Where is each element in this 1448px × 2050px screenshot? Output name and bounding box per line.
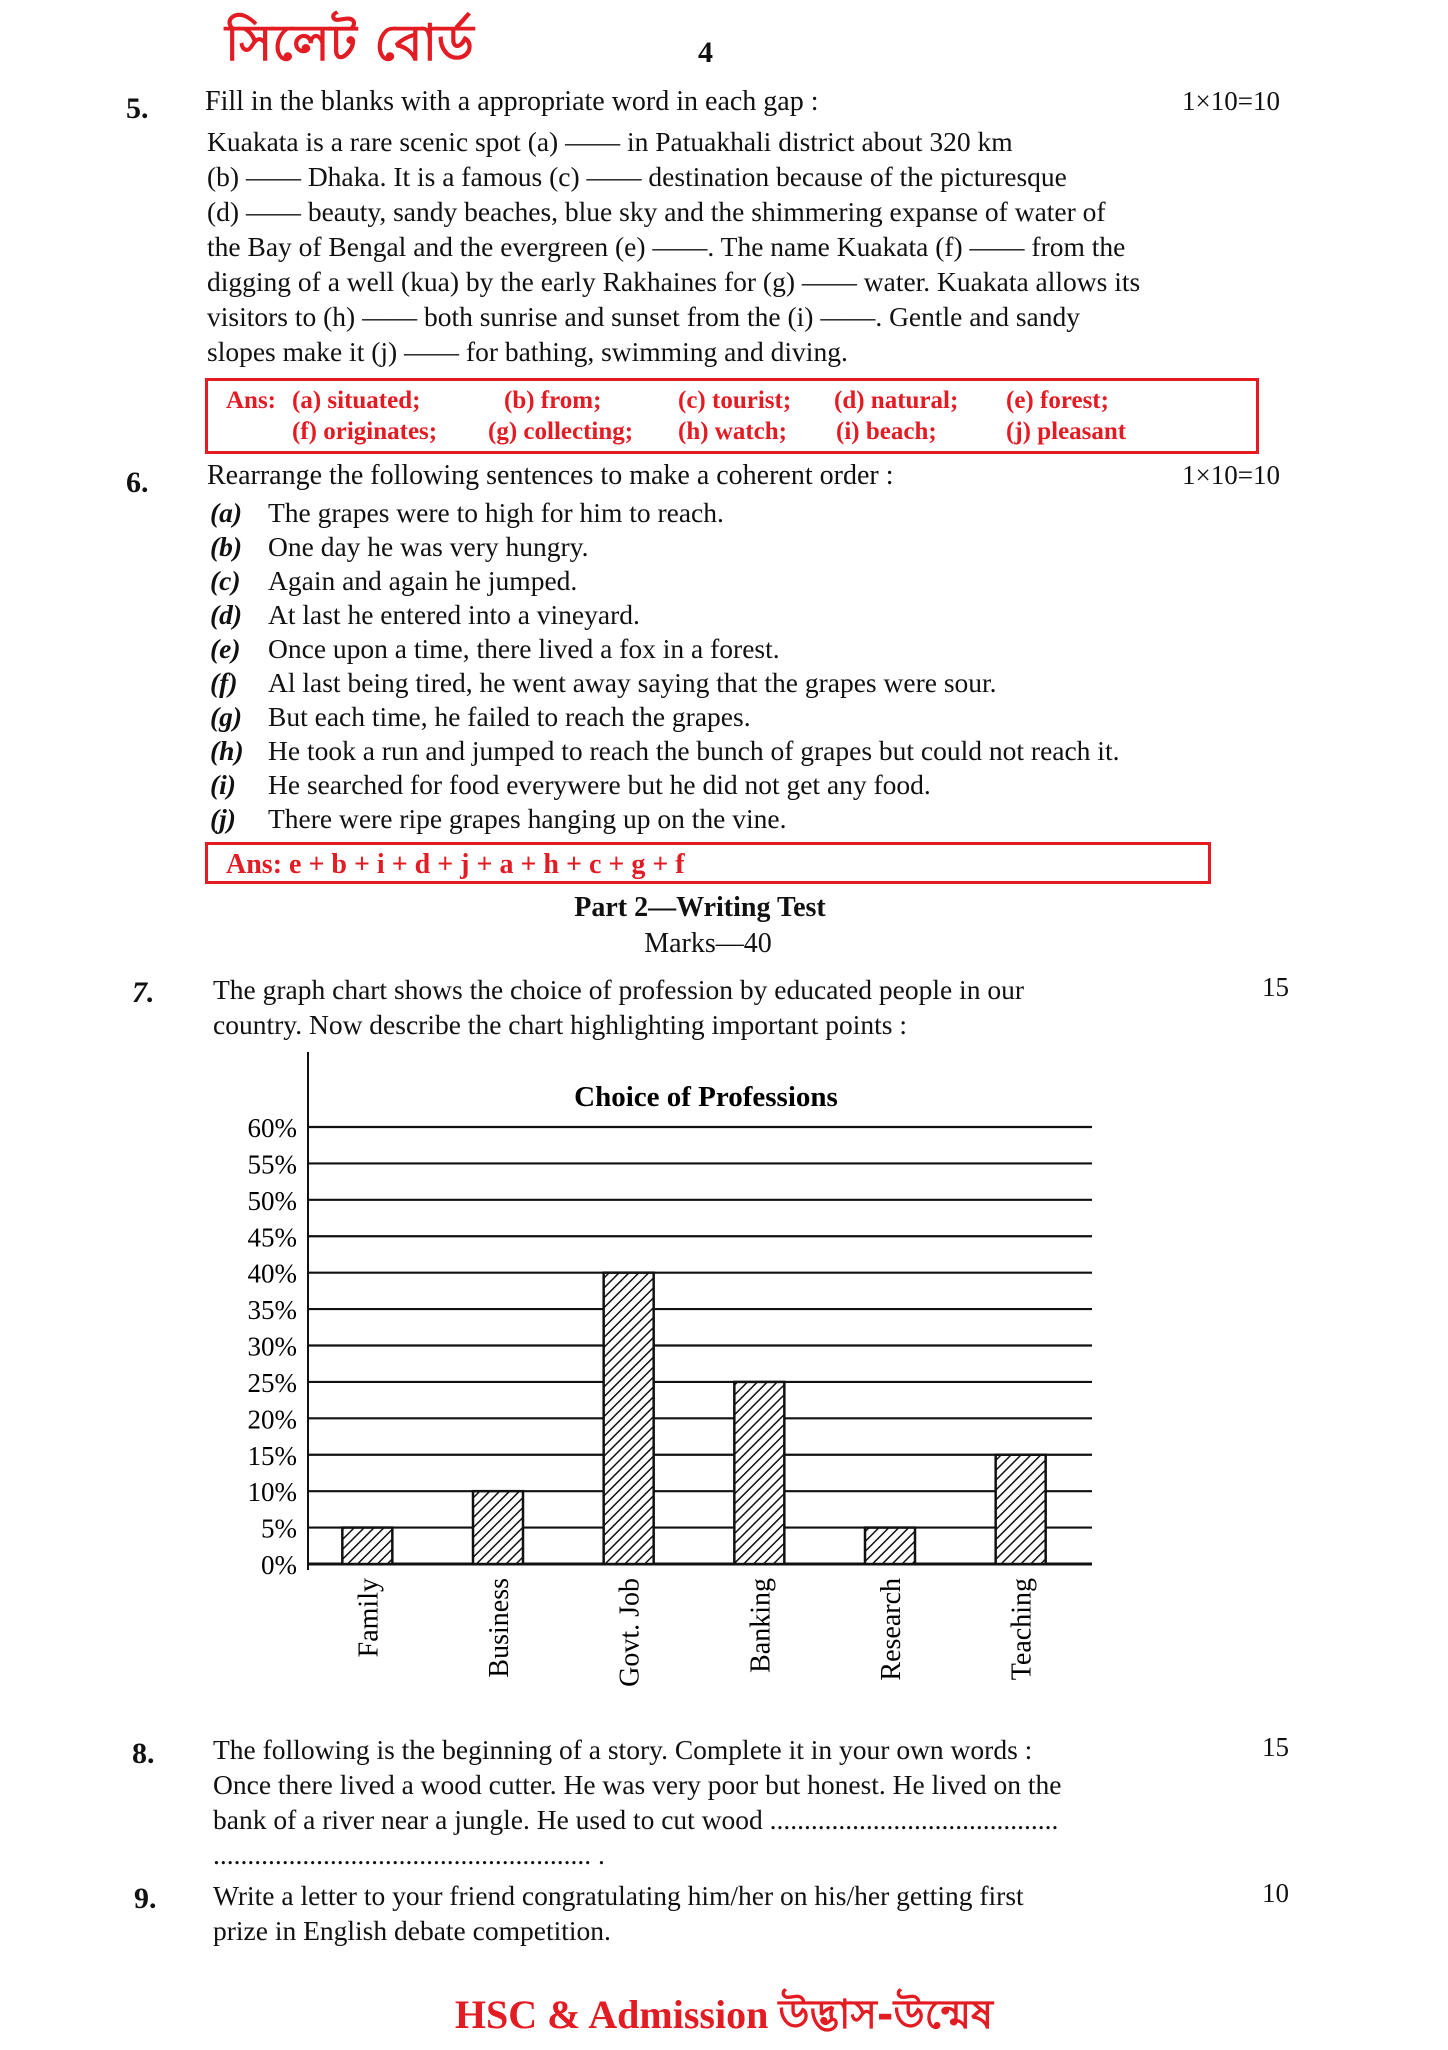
- question-7-marks: 15: [1262, 972, 1289, 1002]
- answer-e: (e) forest;: [1006, 387, 1109, 414]
- y-tick-label: 60%: [247, 1113, 297, 1143]
- passage-line: (b) —— Dhaka. It is a famous (c) —— destination because of the picturesque: [207, 161, 1067, 192]
- y-tick-label: 20%: [247, 1404, 297, 1435]
- question-5-number: 5.: [126, 92, 149, 125]
- answer-j: (j) pleasant: [1006, 418, 1127, 445]
- chart-title: Choice of Professions: [574, 1081, 838, 1113]
- question-6-instruction: Rearrange the following sentences to make a coherent order :: [207, 460, 894, 491]
- question-6-answer: Ans: e + b + i + d + j + a + h + c + g + f: [226, 849, 685, 880]
- y-tick-label: 10%: [247, 1477, 297, 1508]
- y-tick-label: 15%: [247, 1440, 297, 1471]
- sentence-e: (e) Once upon a time, there lived a fox in a forest.: [210, 633, 780, 664]
- answer-i: (i) beach;: [836, 418, 937, 445]
- x-tick-label: Family: [353, 1578, 385, 1658]
- answer-g: (g) collecting;: [488, 418, 634, 445]
- x-tick-label: Teaching: [1006, 1578, 1038, 1681]
- bar-teaching: [996, 1455, 1046, 1564]
- answer-prefix: Ans:: [226, 387, 277, 414]
- x-tick-label: Govt. Job: [614, 1578, 646, 1687]
- x-tick-label: Research: [876, 1578, 907, 1681]
- question-8-text: The following is the beginning of a story. Complete it in your own words : Once there lived a wood cutter. He was very poor but honest. He lived on the bank of a river near a jungle. He used to cut wood .......................................... ....................................................... .: [213, 1734, 1062, 1870]
- question-6-marks: 1×10=10: [1182, 460, 1280, 490]
- question-6-number: 6.: [126, 466, 149, 499]
- answer-c: (c) tourist;: [678, 387, 792, 414]
- sentence-c: (c) Again and again he jumped.: [210, 565, 578, 596]
- y-tick-label: 45%: [247, 1222, 297, 1253]
- bar-banking: [734, 1382, 784, 1564]
- x-tick-label: Banking: [745, 1578, 777, 1673]
- answer-d: (d) natural;: [834, 387, 959, 414]
- sentence-h: (h) He took a run and jumped to reach the bunch of grapes but could not reach it.: [210, 735, 1120, 766]
- y-tick-label: 30%: [247, 1331, 297, 1362]
- question-8-marks: 15: [1262, 1732, 1289, 1762]
- question-9-marks: 10: [1262, 1878, 1289, 1908]
- answer-h: (h) watch;: [678, 418, 788, 445]
- y-tick-label: 0%: [261, 1550, 297, 1580]
- y-tick-label: 40%: [247, 1258, 297, 1289]
- passage-line: digging of a well (kua) by the early Rakhaines for (g) —— water. Kuakata allows its: [207, 266, 1141, 297]
- bar-govt-job: [604, 1273, 654, 1564]
- y-tick-label: 55%: [247, 1149, 297, 1180]
- sentence-d: (d) At last he entered into a vineyard.: [210, 599, 640, 630]
- question-9-text: Write a letter to your friend congratulating him/her on his/her getting first prize in English debate competition.: [213, 1880, 1024, 1946]
- question-7-text: The graph chart shows the choice of profession by educated people in our country. Now describe the chart highlighting important points :: [213, 974, 1024, 1040]
- question-5-instruction: Fill in the blanks with a appropriate word in each gap :: [205, 86, 819, 117]
- y-tick-label: 5%: [261, 1513, 297, 1544]
- x-tick-label: Business: [484, 1578, 515, 1678]
- part2-title: Part 2—Writing Test: [574, 892, 826, 923]
- question-5-marks: 1×10=10: [1182, 86, 1280, 116]
- passage-line: visitors to (h) —— both sunrise and sunset from the (i) ——. Gentle and sandy: [207, 301, 1080, 332]
- sentence-g: (g) But each time, he failed to reach the grapes.: [210, 701, 751, 732]
- sentence-i: (i) He searched for food everywere but he did not get any food.: [210, 769, 931, 800]
- sentence-j: (j) There were ripe grapes hanging up on the vine.: [210, 803, 787, 834]
- sentence-a: (a) The grapes were to high for him to reach.: [210, 497, 724, 528]
- question-8-number: 8.: [132, 1737, 155, 1770]
- passage-line: (d) —— beauty, sandy beaches, blue sky and the shimmering expanse of water of: [207, 196, 1106, 227]
- y-tick-label: 50%: [247, 1185, 297, 1216]
- footer-brand: HSC & Admission উদ্ভাস-উন্মেষ: [454, 1992, 994, 2038]
- sentence-b: (b) One day he was very hungry.: [210, 531, 589, 562]
- answer-f: (f) originates;: [292, 418, 438, 445]
- board-title: সিলেট বোর্ড: [225, 14, 474, 72]
- answer-a: (a) situated;: [292, 387, 421, 414]
- page-number: 4: [698, 36, 713, 69]
- bar-business: [473, 1491, 523, 1564]
- question-7-number: 7.: [132, 976, 155, 1009]
- sentence-f: (f) Al last being tired, he went away saying that the grapes were sour.: [210, 667, 997, 698]
- passage-line: slopes make it (j) —— for bathing, swimming and diving.: [207, 336, 848, 367]
- passage-line: Kuakata is a rare scenic spot (a) —— in Patuakhali district about 320 km: [207, 126, 1013, 157]
- y-tick-label: 35%: [247, 1295, 297, 1326]
- answer-b: (b) from;: [504, 387, 602, 414]
- part2-marks: Marks—40: [644, 928, 772, 959]
- question-9-number: 9.: [134, 1882, 157, 1915]
- bar-family: [342, 1528, 392, 1564]
- y-tick-label: 25%: [247, 1367, 297, 1398]
- passage-line: the Bay of Bengal and the evergreen (e) ——. The name Kuakata (f) —— from the: [207, 231, 1126, 262]
- bar-research: [865, 1528, 915, 1564]
